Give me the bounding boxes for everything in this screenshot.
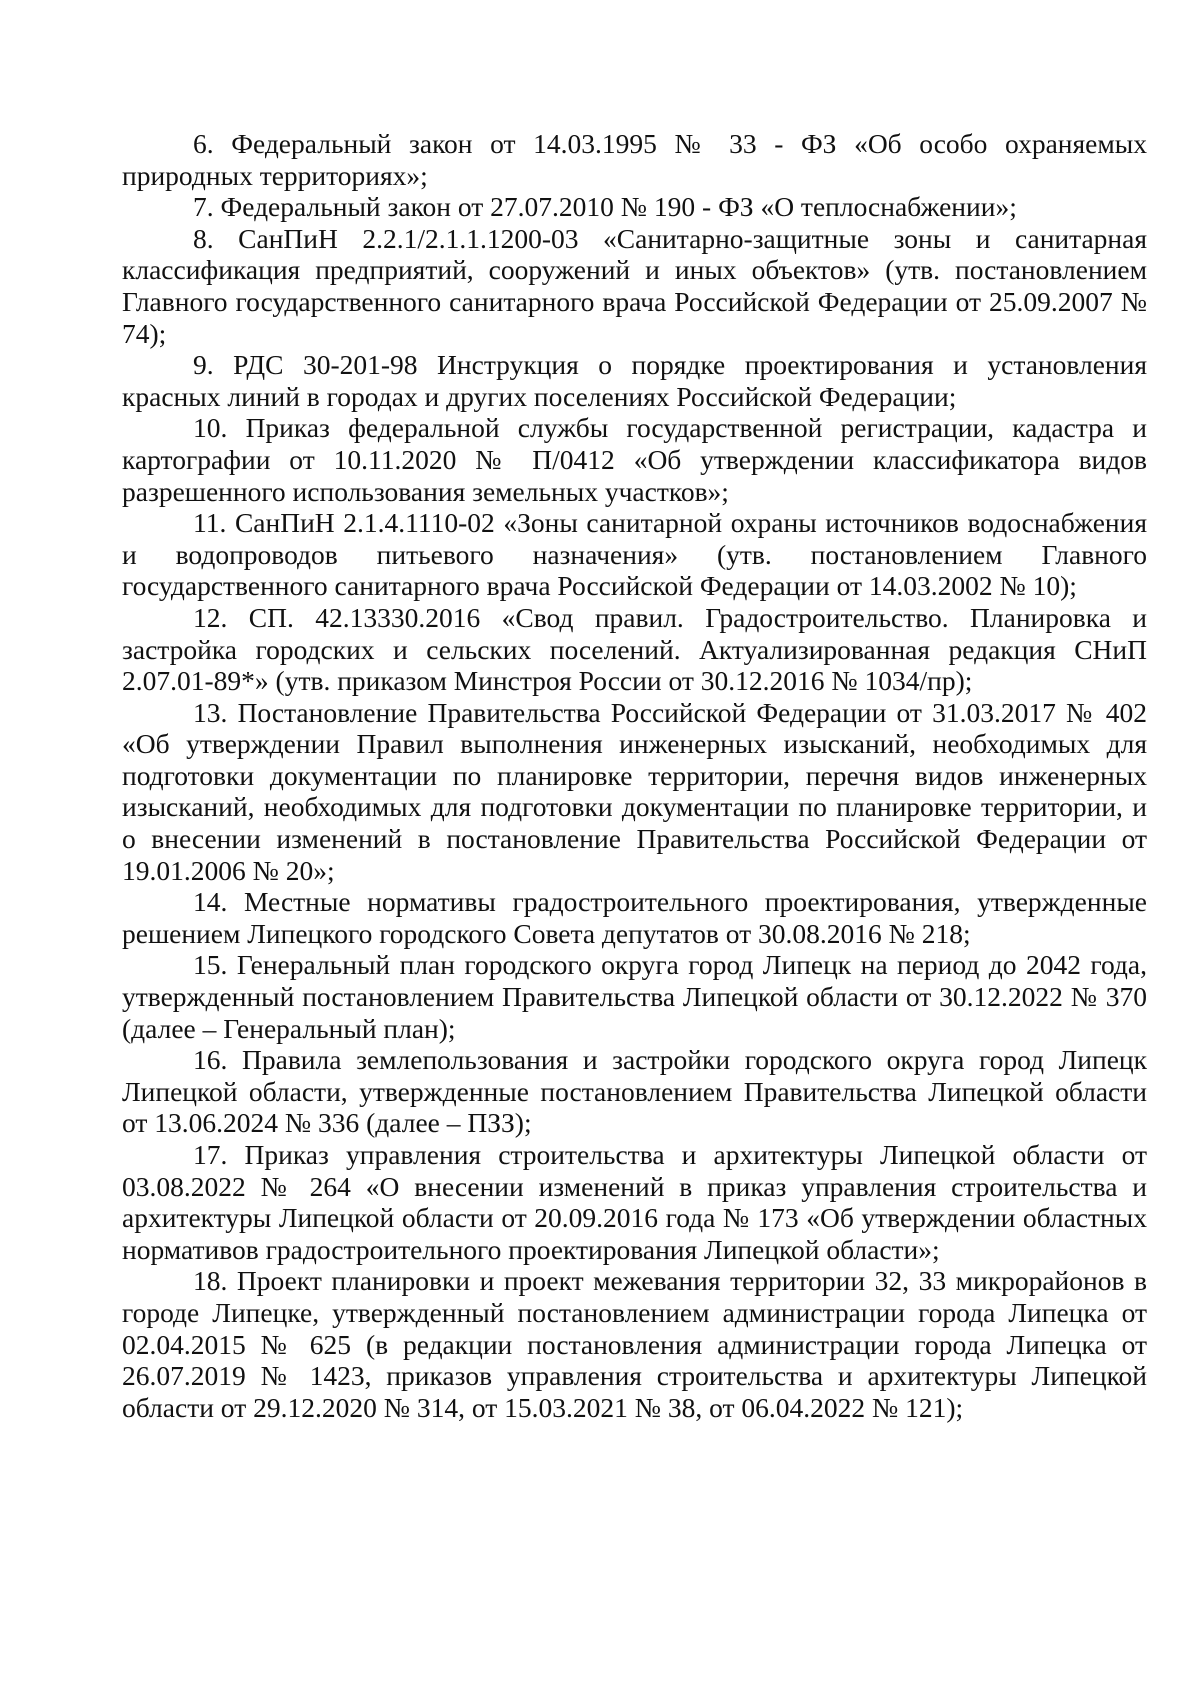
item-text: Приказ федеральной службы государственной регистрации, кадастра и картографии от 10.11.2020 № П/0412 «Об утверждении классификатора видов разрешенного использования земельных участков»; (122, 412, 1147, 507)
list-item (122, 886, 1147, 949)
item-number: 18. (193, 1265, 228, 1297)
list-item (122, 602, 1147, 697)
item-number: 10. (193, 412, 228, 444)
item-text: Федеральный закон от 27.07.2010 № 190 - ФЗ «О теплоснабжении»; (220, 191, 1017, 223)
item-text: Проект планировки и проект межевания территории 32, 33 микрорайонов в городе Липецке, утвержденный постановлением администрации города Липецка от 02.04.2015 № 625 (в редакции постановления администрации города Липецка от 26.07.2019 № 1423, приказов управления строительства и архитектуры Липецкой области от 29.12.2020 № 314, от 15.03.2021 № 38, от 06.04.2022 № 121); (122, 1265, 1147, 1423)
list-item (122, 507, 1147, 602)
item-number: 11. (193, 507, 227, 539)
document-body (122, 128, 1147, 1423)
item-text: СанПиН 2.2.1/2.1.1.1200-03 «Санитарно-защитные зоны и санитарная классификация предприятий, сооружений и иных объектов» (утв. постановлением Главного государственного санитарного врача Российской Федерации от 25.09.2007 № 74); (122, 222, 1148, 349)
item-text: Генеральный план городского округа город Липецк на период до 2042 года, утвержденный постановлением Правительства Липецкой области от 30.12.2022 № 370 (далее – Генеральный план); (122, 949, 1148, 1044)
item-text: РДС 30-201-98 Инструкция о порядке проектирования и установления красных линий в городах и других поселениях Российской Федерации; (122, 349, 1147, 412)
item-number: 16. (193, 1044, 228, 1076)
item-number: 15. (193, 949, 228, 981)
list-item (122, 349, 1147, 412)
list-item (122, 697, 1147, 887)
item-text: СП. 42.13330.2016 «Свод правил. Градостроительство. Планировка и застройка городских и сельских поселений. Актуализированная редакция СНиП 2.07.01-89*» (утв. приказом Минстроя России от 30.12.2016 № 1034/пр); (122, 601, 1148, 697)
item-text: Приказ управления строительства и архитектуры Липецкой области от 03.08.2022 № 264 «О внесении изменений в приказ управления строительства и архитектуры Липецкой области от 20.09.2016 года № 173 «Об утверждении областных нормативов градостроительного проектирования Липецкой области»; (122, 1139, 1148, 1265)
item-text: Местные нормативы градостроительного проектирования, утвержденные решением Липецкого городского Совета депутатов от 30.08.2016 № 218; (122, 886, 1148, 949)
item-number: 9. (193, 349, 214, 381)
item-number: 17. (193, 1139, 228, 1170)
item-number: 12. (193, 601, 228, 633)
item-text: Правила землепользования и застройки городского округа город Липецк Липецкой области, утвержденные постановлением Правительства Липецкой области от 13.06.2024 № 336 (далее – ПЗЗ); (122, 1044, 1148, 1139)
item-number: 13. (193, 696, 228, 728)
item-number: 6. (193, 128, 214, 159)
list-item (122, 1139, 1147, 1265)
item-text: Постановление Правительства Российской Федерации от 31.03.2017 № 402 «Об утверждении Правил выполнения инженерных изысканий, необходимых для подготовки документации по планировке территории, перечня видов инженерных изысканий, необходимых для подготовки документации по планировке территории, и о внесении изменений в постановление Правительства Российской Федерации от 19.01.2006 № 20»; (122, 696, 1147, 886)
list-item (122, 1044, 1147, 1139)
item-text: СанПиН 2.1.4.1110-02 «Зоны санитарной охраны источников водоснабжения и водопроводов питьевого назначения» (утв. постановлением Главного государственного санитарного врача Российской Федерации от 14.03.2002 № 10); (122, 507, 1147, 602)
list-item (122, 223, 1147, 349)
item-number: 8. (193, 222, 214, 254)
list-item (122, 128, 1147, 191)
item-text: Федеральный закон от 14.03.1995 № 33 - ФЗ «Об особо охраняемых природных территориях»; (122, 128, 1148, 191)
item-number: 14. (193, 886, 228, 918)
list-item (122, 191, 1147, 223)
list-item (122, 949, 1147, 1044)
list-item (122, 1265, 1147, 1423)
list-item (122, 412, 1147, 507)
item-number: 7. (193, 191, 214, 223)
